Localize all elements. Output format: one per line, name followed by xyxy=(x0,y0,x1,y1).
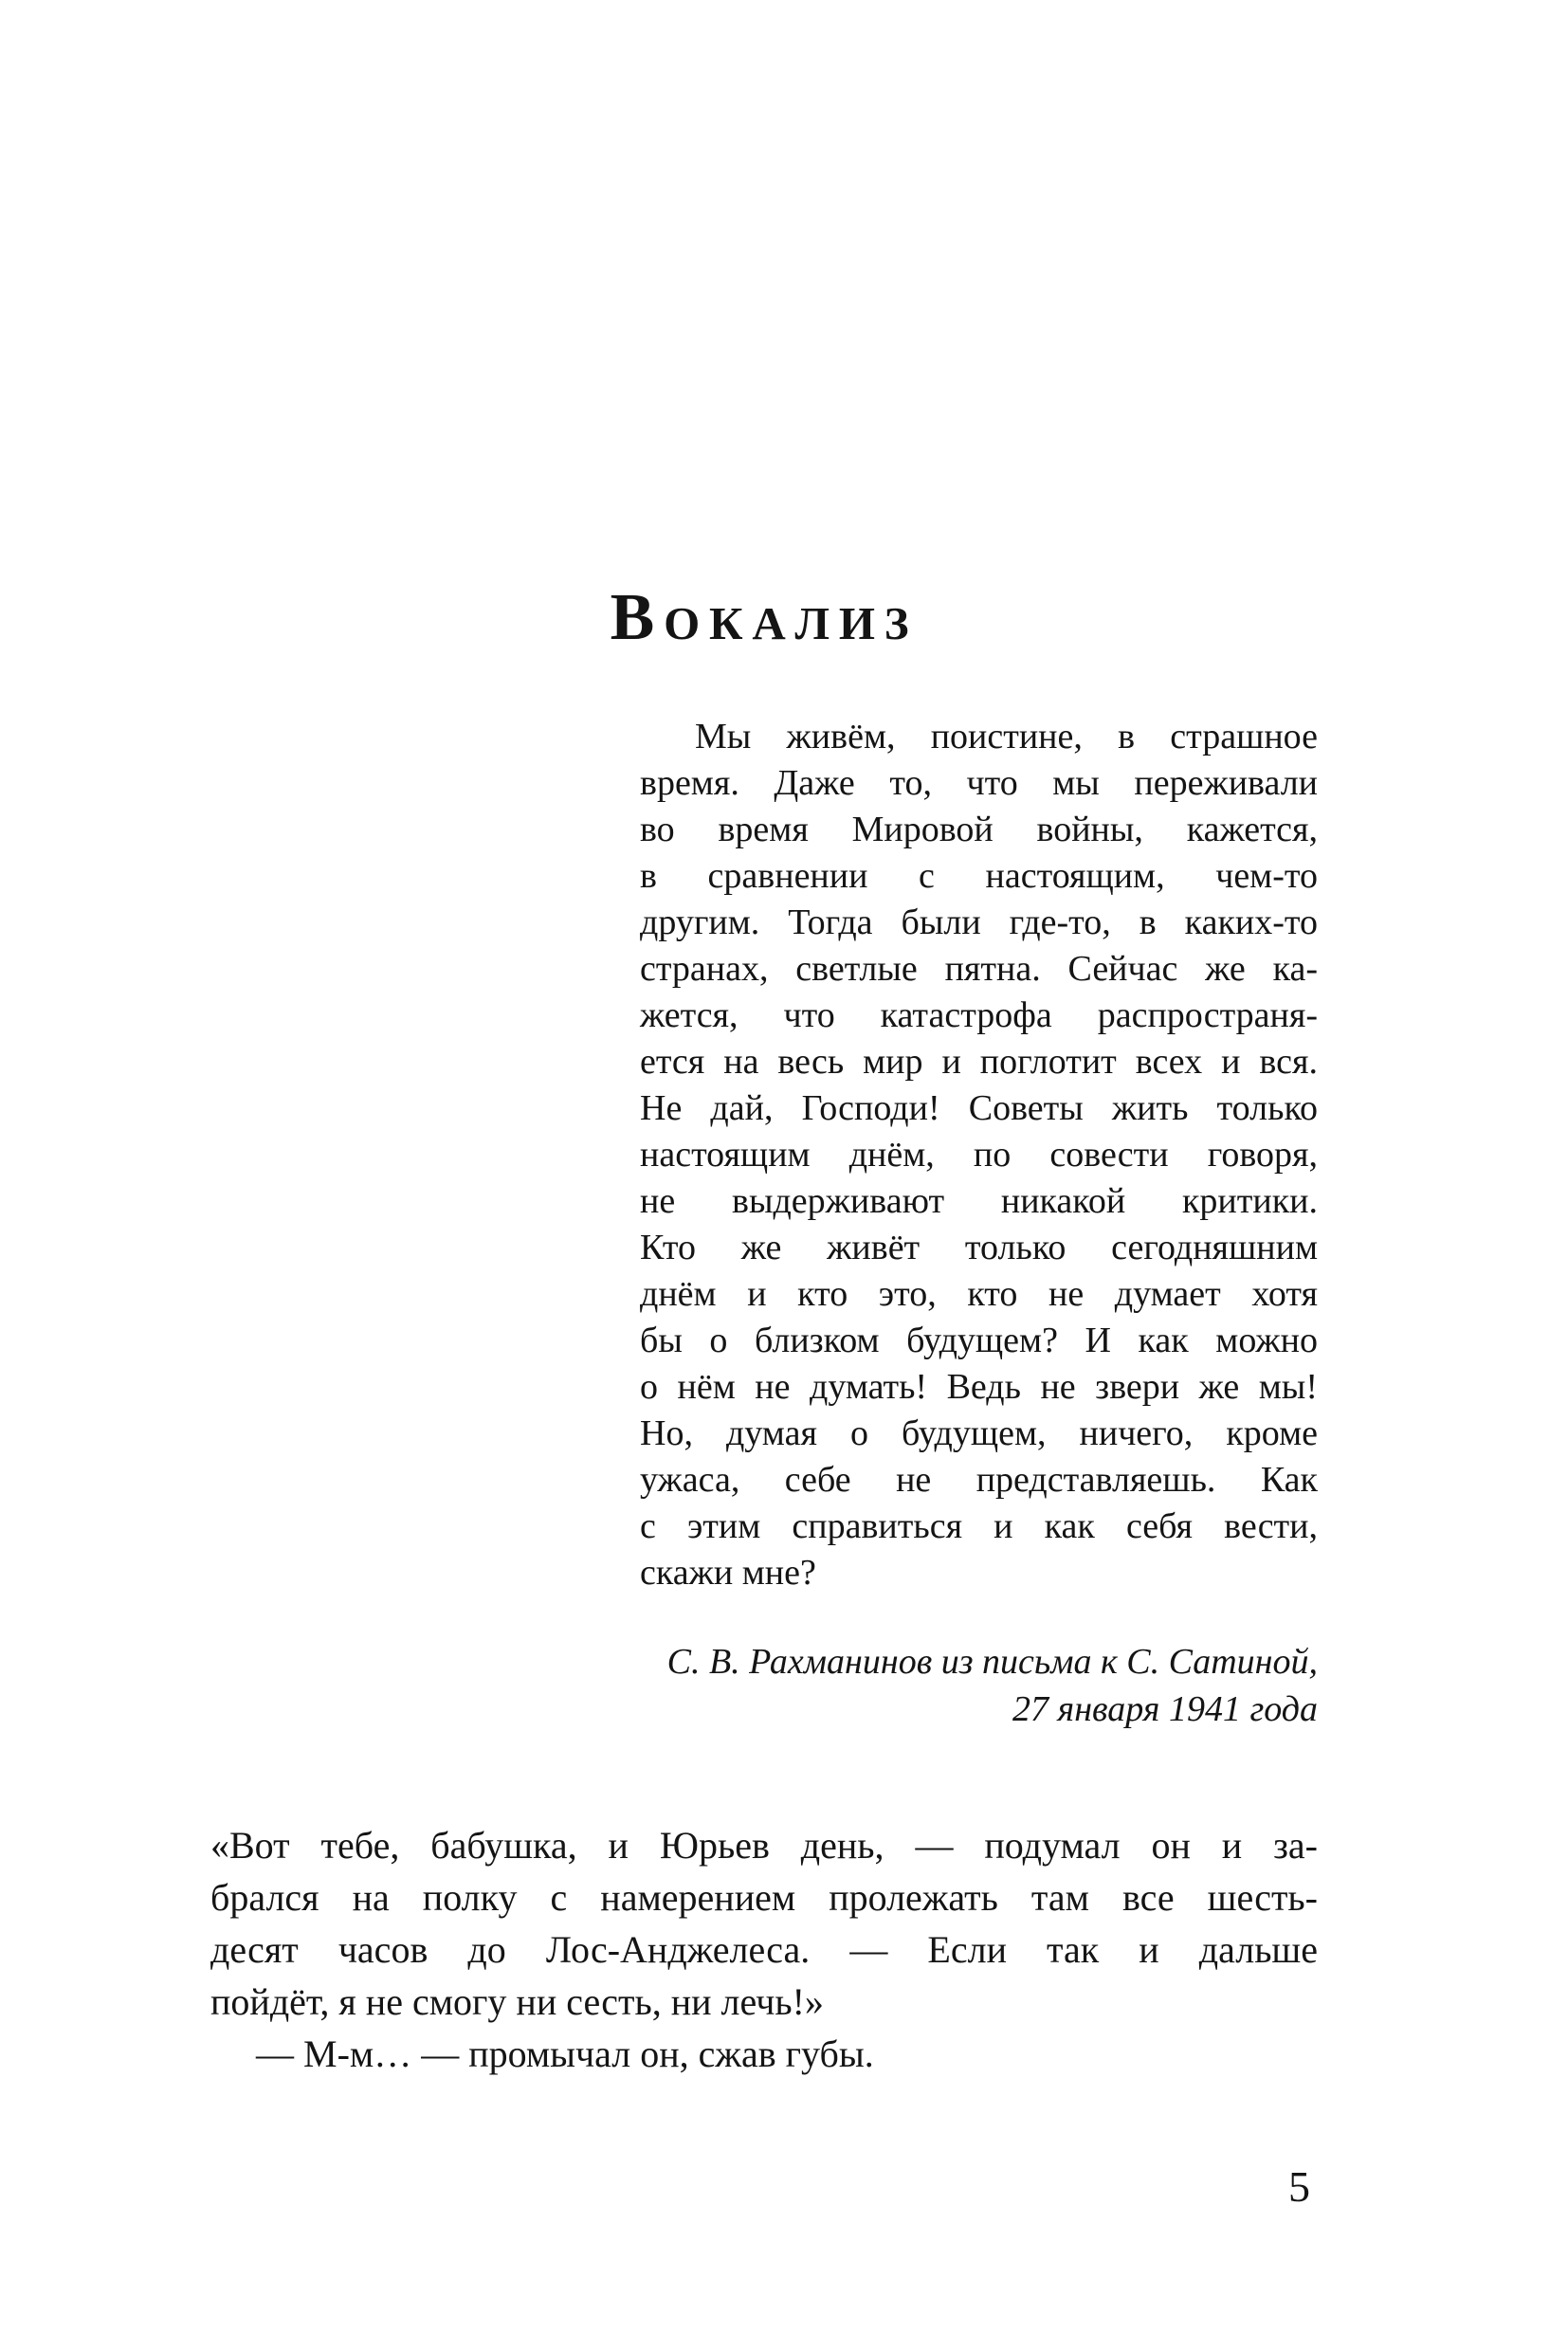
epigraph-line: ется на весь мир и поглотит всех и вся. xyxy=(640,1042,1318,1082)
epigraph-line: Но, думая о будущем, ничего, кроме xyxy=(640,1413,1318,1453)
epigraph-line: настоящим днём, по совести говоря, xyxy=(640,1135,1318,1175)
chapter-title: Вокализ xyxy=(610,580,919,654)
attribution-line: С. В. Рахманинов из письма к С. Сатиной, xyxy=(666,1642,1318,1682)
epigraph-line: с этим справиться и как себя вести, xyxy=(640,1506,1318,1546)
epigraph-line: в сравнении с настоящим, чем-то xyxy=(640,856,1318,896)
body-text-line: десят часов до Лос-Анджелеса. — Если так и дальше xyxy=(210,1928,1318,1971)
epigraph-line: жется, что катастрофа распространя- xyxy=(640,995,1318,1035)
epigraph-line: Мы живём, поистине, в страшное xyxy=(695,717,1318,756)
body-text-line: «Вот тебе, бабушка, и Юрьев день, — подумал он и за- xyxy=(210,1824,1318,1867)
epigraph-line: бы о близком будущем? И как можно xyxy=(640,1321,1318,1360)
epigraph-block xyxy=(640,714,1318,1596)
epigraph-line: Не дай, Господи! Советы жить только xyxy=(640,1088,1318,1128)
body-text-line: брался на полку с намерением пролежать там все шесть- xyxy=(210,1876,1318,1919)
attribution-line: 27 января 1941 года xyxy=(1012,1689,1318,1729)
epigraph-attribution xyxy=(640,1638,1318,1733)
epigraph-line: ужаса, себе не представляешь. Как xyxy=(640,1460,1318,1500)
epigraph-line: время. Даже то, что мы переживали xyxy=(640,763,1318,803)
epigraph-line: о нём не думать! Ведь не звери же мы! xyxy=(640,1367,1318,1407)
epigraph-line: Кто же живёт только сегодняшним xyxy=(640,1228,1318,1267)
epigraph-line: не выдерживают никакой критики. xyxy=(640,1181,1318,1221)
body-text-line: — М-м… — промычал он, сжав губы. xyxy=(256,2032,874,2075)
body-paragraphs xyxy=(210,1819,1318,2080)
page-number: 5 xyxy=(1288,2162,1310,2211)
epigraph-line: днём и кто это, кто не думает хотя xyxy=(640,1274,1318,1314)
epigraph-line: странах, светлые пятна. Сейчас же ка- xyxy=(640,949,1318,989)
body-text-line: пойдёт, я не смогу ни сесть, ни лечь!» xyxy=(210,1980,824,2023)
epigraph-line: скажи мне? xyxy=(640,1553,816,1593)
epigraph-line: другим. Тогда были где-то, в каких-то xyxy=(640,902,1318,942)
epigraph-line: во время Мировой войны, кажется, xyxy=(640,810,1318,849)
